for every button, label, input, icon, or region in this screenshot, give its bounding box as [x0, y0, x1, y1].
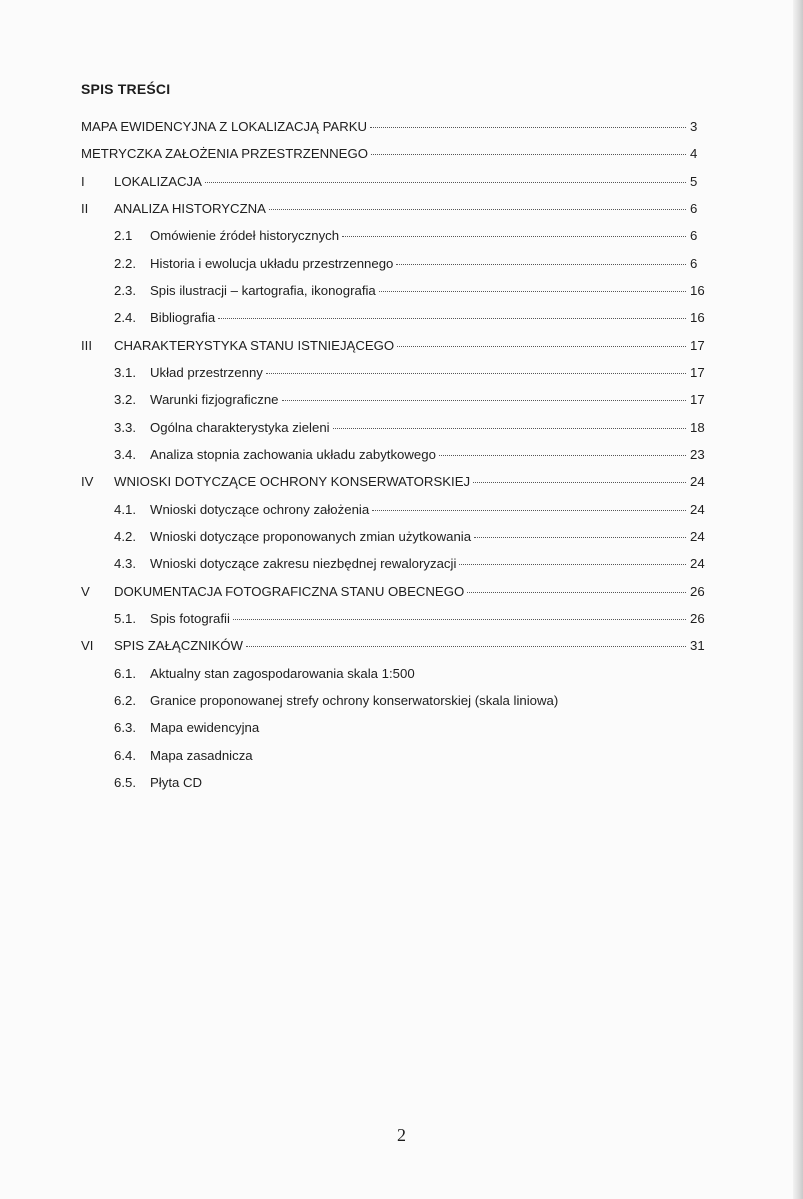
toc-entry [0, 385, 803, 412]
toc-entry [0, 659, 803, 686]
toc-entry-label: Warunki fizjograficzne [150, 392, 279, 408]
toc-entry-label: Mapa zasadnicza [150, 747, 253, 763]
toc-entry-page: 17 [690, 337, 705, 353]
toc-entry-label: Aktualny stan zagospodarowania skala 1:500 [150, 665, 415, 681]
toc-entry-label: Ogólna charakterystyka zieleni [150, 419, 330, 435]
toc-entry [0, 303, 803, 330]
toc-entry-label: Omówienie źródeł historycznych [150, 228, 340, 244]
toc-entry [0, 495, 803, 522]
dot-leader [282, 400, 686, 401]
dot-leader [333, 428, 686, 429]
toc-entry-number: 6.3. [114, 720, 136, 736]
toc-entry [0, 112, 803, 139]
toc-entry-label: Spis ilustracji – kartografia, ikonografia [150, 282, 376, 298]
toc-entry-page: 5 [690, 173, 698, 189]
toc-entry-number: 6.5. [114, 774, 136, 790]
dot-leader [396, 264, 686, 265]
dot-leader [467, 592, 686, 593]
toc-entry-label: Wnioski dotyczące proponowanych zmian użytkowania [150, 528, 472, 544]
toc-entry-label: LOKALIZACJA [114, 173, 202, 189]
toc-entry [0, 221, 803, 248]
toc-entry-number: 2.1 [114, 228, 133, 244]
toc-entry-label: Historia i ewolucja układu przestrzennego [150, 255, 394, 271]
toc-entry-label: SPIS ZAŁĄCZNIKÓW [114, 638, 243, 654]
dot-leader [473, 482, 686, 483]
toc-entry [0, 139, 803, 166]
toc-entry-page: 18 [690, 419, 705, 435]
toc-entry-number: 5.1. [114, 610, 136, 626]
toc-entry-number: 6.4. [114, 747, 136, 763]
toc-entry-page: 31 [690, 638, 705, 654]
toc-entry-label: METRYCZKA ZAŁOŻENIA PRZESTRZENNEGO [81, 146, 368, 162]
toc-entry-label: DOKUMENTACJA FOTOGRAFICZNA STANU OBECNEGO [114, 583, 465, 599]
toc-entry-label: Granice proponowanej strefy ochrony konserwatorskiej (skala liniowa) [150, 692, 559, 708]
dot-leader [371, 154, 686, 155]
dot-leader [459, 564, 686, 565]
toc-entry-page: 6 [690, 228, 698, 244]
toc-entry-number: 4.3. [114, 556, 136, 572]
toc-entry [0, 768, 803, 795]
toc-entry [0, 522, 803, 549]
toc-entry-page: 26 [690, 610, 705, 626]
toc-entry-label: Analiza stopnia zachowania układu zabytkowego [150, 446, 436, 462]
toc-entry-label: Wnioski dotyczące ochrony założenia [150, 501, 370, 517]
toc-entry-number: 3.1. [114, 364, 136, 380]
toc-entry-number: 4.2. [114, 528, 136, 544]
page-number: 2 [397, 1125, 406, 1145]
toc-entry-page: 24 [690, 528, 705, 544]
toc-entry-number: VI [81, 638, 94, 654]
dot-leader [269, 209, 686, 210]
toc-entry-number: V [81, 583, 90, 599]
dot-leader [474, 537, 686, 538]
dot-leader [205, 182, 686, 183]
dot-leader [218, 318, 686, 319]
toc-entry-number: 2.3. [114, 282, 136, 298]
toc-entry [0, 467, 803, 494]
toc-title: SPIS TREŚCI [81, 81, 171, 97]
toc-entry [0, 713, 803, 740]
toc-entry-number: I [81, 173, 85, 189]
toc-entry-label: Układ przestrzenny [150, 364, 263, 380]
toc-entry-number: 3.3. [114, 419, 136, 435]
toc-entry [0, 331, 803, 358]
toc-entry [0, 249, 803, 276]
toc-entry-label: Mapa ewidencyjna [150, 720, 260, 736]
dot-leader [379, 291, 686, 292]
toc-entry [0, 631, 803, 658]
dot-leader [342, 236, 686, 237]
toc-entry-number: 2.4. [114, 310, 136, 326]
toc-entry-label: Bibliografia [150, 310, 216, 326]
toc-entry-page: 24 [690, 556, 705, 572]
toc-entry [0, 577, 803, 604]
toc-entry-label: Spis fotografii [150, 610, 230, 626]
toc-entry-label: Wnioski dotyczące zakresu niezbędnej rewaloryzacji [150, 556, 457, 572]
toc-entry [0, 440, 803, 467]
toc-entry-page: 24 [690, 474, 705, 490]
toc-entry [0, 686, 803, 713]
toc-entry [0, 276, 803, 303]
toc-entry-label: CHARAKTERYSTYKA STANU ISTNIEJĄCEGO [114, 337, 395, 353]
dot-leader [233, 619, 686, 620]
toc-entry-page: 3 [690, 119, 698, 134]
dot-leader [439, 455, 686, 456]
table-of-contents [0, 112, 803, 795]
toc-entry-label: Płyta CD [150, 774, 203, 790]
toc-entry-number: 3.2. [114, 392, 136, 408]
dot-leader [246, 646, 686, 647]
toc-entry [0, 549, 803, 576]
toc-entry-number: 2.2. [114, 255, 136, 271]
toc-entry-label: WNIOSKI DOTYCZĄCE OCHRONY KONSERWATORSKIEJ [114, 474, 471, 490]
toc-entry-number: IV [81, 474, 94, 490]
toc-entry-number: III [81, 337, 92, 353]
toc-entry-page: 16 [690, 282, 705, 298]
toc-entry-page: 4 [690, 146, 698, 162]
toc-entry-page: 23 [690, 446, 705, 462]
toc-entry-number: 3.4. [114, 446, 136, 462]
toc-entry-page: 16 [690, 310, 705, 326]
toc-entry [0, 167, 803, 194]
toc-entry-number: II [81, 200, 89, 216]
toc-entry-number: 6.1. [114, 665, 136, 681]
toc-entry-number: 6.2. [114, 692, 136, 708]
toc-entry-number: 4.1. [114, 501, 136, 517]
dot-leader [397, 346, 686, 347]
toc-entry-page: 6 [690, 200, 698, 216]
toc-entry-page: 17 [690, 392, 705, 408]
toc-entry [0, 413, 803, 440]
toc-entry [0, 741, 803, 768]
toc-entry-label: MAPA EWIDENCYJNA Z LOKALIZACJĄ PARKU [81, 119, 368, 134]
toc-entry [0, 194, 803, 221]
toc-entry-page: 26 [690, 583, 705, 599]
toc-entry [0, 358, 803, 385]
dot-leader [266, 373, 686, 374]
toc-entry-page: 6 [690, 255, 698, 271]
toc-entry [0, 604, 803, 631]
dot-leader [370, 127, 686, 128]
dot-leader [372, 510, 686, 511]
toc-entry-page: 24 [690, 501, 705, 517]
toc-entry-label: ANALIZA HISTORYCZNA [114, 200, 266, 216]
toc-entry-page: 17 [690, 364, 705, 380]
